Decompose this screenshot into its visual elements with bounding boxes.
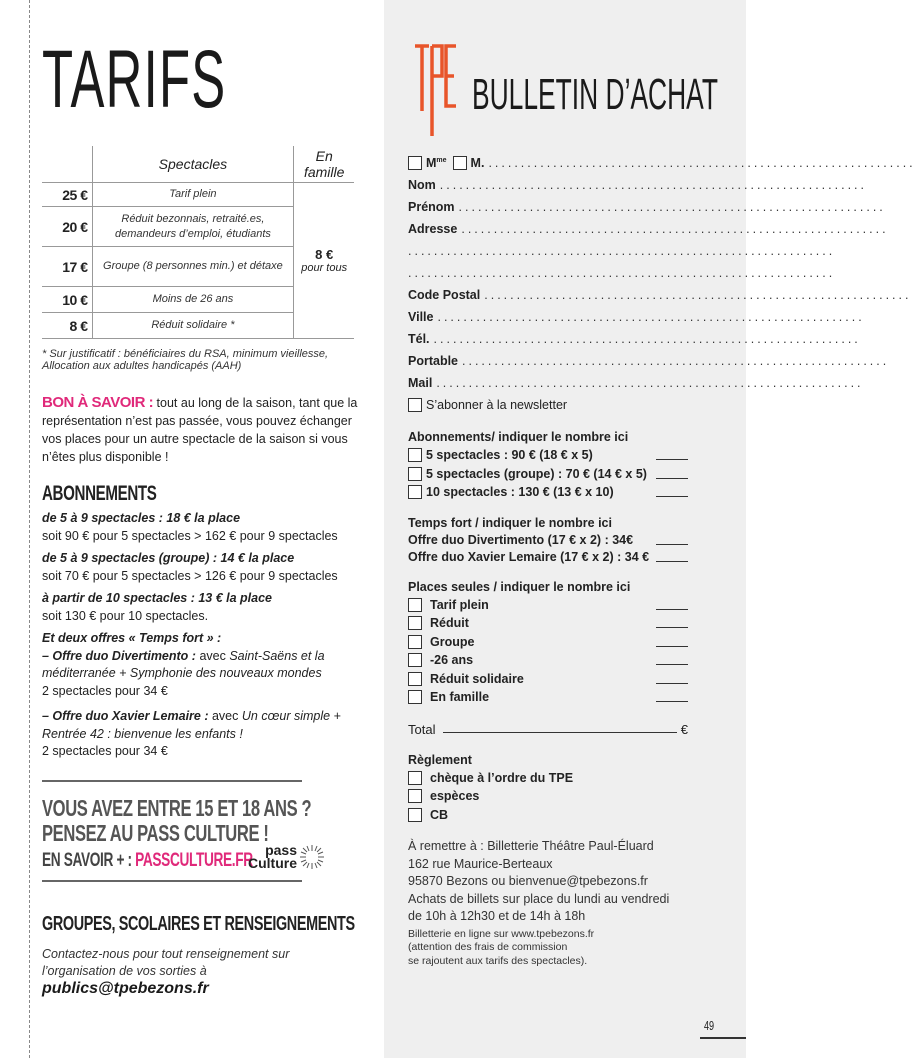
bon-a-savoir-label: BON À SAVOIR : [42, 394, 154, 411]
quantity-field[interactable] [656, 552, 688, 562]
field-input[interactable]: .................................................................. [439, 178, 867, 192]
checkbox-row [408, 446, 688, 465]
checkbox[interactable] [408, 635, 422, 649]
checkbox[interactable] [408, 485, 422, 499]
divider [42, 880, 302, 882]
pass-culture-heading: VOUS AVEZ ENTRE 15 ET 18 ANS ? PENSEZ AU PASS CULTURE ! [42, 795, 312, 846]
quantity-field[interactable] [656, 469, 688, 479]
checkbox-row [408, 769, 688, 788]
newsletter-label: S’abonner à la newsletter [426, 398, 568, 412]
quantity-field[interactable] [656, 692, 688, 702]
temps-fort-row [408, 549, 688, 566]
page-number-rule [700, 1037, 746, 1039]
address-block [408, 838, 688, 926]
checkbox[interactable] [408, 808, 422, 822]
checkbox-row [408, 688, 688, 707]
form-field-row [408, 372, 864, 394]
quantity-field[interactable] [656, 637, 688, 647]
civility-field[interactable]: .................................................................. [488, 156, 916, 170]
online-note [408, 928, 688, 969]
page-title: TARIFS [42, 34, 227, 125]
price-cell: 10 € [42, 287, 92, 313]
tpe-logo [414, 36, 458, 136]
checkbox[interactable] [408, 771, 422, 785]
checkbox-label: En famille [430, 690, 490, 705]
quantity-field[interactable] [656, 487, 688, 497]
temps-fort-row [408, 532, 688, 549]
form-field-row [408, 174, 867, 196]
bon-a-savoir-text: tout au long de la saison, tant que la représentation n’est pas passée, vous pouvez échanger vos places pour un autre spectacle de la saison si vous n’êtes plus disponible ! [42, 396, 358, 464]
abonnements-block [42, 510, 360, 766]
field-input[interactable]: .................................................................. [408, 266, 836, 280]
famille-sub: pour tous [301, 262, 348, 274]
checkbox-row [408, 806, 688, 825]
form-field-row [408, 284, 912, 306]
checkbox-row [408, 614, 688, 633]
checkbox[interactable] [408, 616, 422, 630]
checkbox-row [408, 787, 688, 806]
checkbox-label: -26 ans [430, 653, 474, 668]
temps-fort-title: Et deux offres « Temps fort » : [42, 631, 222, 645]
temps-fort-label: Offre duo Divertimento (17 € x 2) : 34€ [408, 533, 634, 547]
checkbox-row [408, 596, 688, 615]
order-form [408, 152, 916, 968]
footnote: * Sur justificatif : bénéficiaires du RSA, minimum vieillesse, Allocation aux adultes handicapés (AAH) [42, 348, 329, 372]
field-input[interactable]: .................................................................. [462, 354, 890, 368]
checkbox[interactable] [408, 672, 422, 686]
form-field-row [408, 328, 861, 350]
sun-icon [298, 843, 326, 871]
checkbox-row [408, 670, 688, 689]
checkbox-row [408, 633, 688, 652]
checkbox[interactable] [408, 789, 422, 803]
groupes-heading: GROUPES, SCOLAIRES ET RENSEIGNEMENTS [42, 913, 355, 935]
mme-label: $M^{me}$ [426, 156, 447, 170]
logo-text: TPE [414, 36, 416, 37]
field-label: Ville [408, 310, 434, 324]
small-line: se rajoutent aux tarifs des spectacles). [408, 954, 588, 967]
quantity-field[interactable] [656, 450, 688, 460]
form-field-row [408, 350, 890, 372]
m-checkbox[interactable] [453, 156, 467, 170]
newsletter-checkbox[interactable] [408, 398, 422, 412]
address-line: 162 rue Maurice-Berteaux [408, 856, 553, 871]
quantity-field[interactable] [656, 674, 688, 684]
m-label: M. [470, 156, 485, 170]
desc-cell: Réduit solidaire * [92, 313, 294, 339]
small-line: Billetterie en ligne sur www.tpebezons.fr [408, 927, 595, 940]
offer-price: 2 spectacles pour 34 € [42, 683, 168, 698]
checkbox[interactable] [408, 690, 422, 704]
checkbox-row [408, 651, 688, 670]
checkbox-label: Groupe [430, 634, 475, 649]
address-line: 95870 Bezons ou bienvenue@tpebezons.fr [408, 874, 648, 888]
price-cell: 20 € [42, 207, 92, 247]
checkbox-label: Tarif plein [430, 597, 489, 612]
field-input[interactable]: .................................................................. [461, 222, 889, 236]
cut-line [29, 0, 30, 1058]
desc-cell: Moins de 26 ans [92, 287, 294, 313]
checkbox-label: chèque à l’ordre du TPE [430, 770, 574, 785]
form-field-row [408, 240, 836, 262]
field-input[interactable]: .................................................................. [436, 376, 864, 390]
checkbox[interactable] [408, 467, 422, 481]
form-field-row [408, 196, 886, 218]
checkbox-label: Réduit solidaire [430, 671, 524, 686]
tarifs-table [42, 146, 354, 339]
field-label: Tél. [408, 332, 430, 346]
price-cell: 8 € [42, 313, 92, 339]
field-label: Code Postal [408, 288, 481, 302]
pass-culture-link[interactable]: EN SAVOIR + : PASSCULTURE.FR [42, 850, 253, 871]
offer-divertimento: – Offre duo Divertimento : avec Saint-Saëns et la méditerranée + Symphonie des nouveaux mondes [42, 648, 325, 680]
checkbox[interactable] [408, 598, 422, 612]
abo-title: de 5 à 9 spectacles : 18 € la place [42, 511, 241, 525]
address-line: À remettre à : Billetterie Théâtre Paul-Éluard [408, 839, 654, 853]
field-input[interactable]: .................................................................. [458, 200, 886, 214]
groupes-email[interactable]: publics@tpebezons.fr [42, 980, 209, 997]
checkbox-label: espèces [430, 789, 480, 804]
checkbox[interactable] [408, 448, 422, 462]
col-spectacles: Spectacles [92, 146, 294, 183]
abonnements-heading: ABONNEMENTS [42, 482, 157, 505]
abo-text: soit 90 € pour 5 spectacles > 162 € pour 9 spectacles [42, 528, 338, 543]
small-line: (attention des frais de commission [408, 941, 568, 953]
field-label: Nom [408, 178, 436, 192]
abonnements-section-title: Abonnements/ indiquer le nombre ici [408, 430, 629, 444]
field-input[interactable]: .................................................................. [408, 244, 836, 258]
total-row [408, 717, 688, 737]
address-line: de 10h à 12h30 et de 14h à 18h [408, 909, 586, 923]
quantity-field[interactable] [656, 600, 688, 610]
abo-title: à partir de 10 spectacles : 13 € la place [42, 591, 272, 605]
pass-culture-logo: pass Culture [248, 842, 297, 871]
price-cell: 25 € [42, 183, 92, 207]
famille-cell [294, 183, 354, 339]
field-input[interactable]: .................................................................. [484, 288, 912, 302]
checkbox-row [408, 465, 688, 484]
checkbox[interactable] [408, 653, 422, 667]
checkbox-label: CB [430, 807, 449, 822]
form-field-row [408, 218, 889, 240]
desc-cell: Tarif plein [92, 183, 294, 207]
field-input[interactable]: .................................................................. [437, 310, 865, 324]
field-label: Prénom [408, 200, 455, 214]
total-label: Total [408, 721, 436, 737]
reglement-title: Règlement [408, 752, 472, 767]
abo-text: soit 130 € pour 10 spectacles. [42, 608, 209, 623]
checkbox-label: 5 spectacles (groupe) : 70 € (14 € x 5) [426, 466, 647, 481]
form-field-row [408, 306, 865, 328]
checkbox-label: Réduit [430, 616, 469, 631]
form-field-row [408, 262, 836, 284]
places-section-title: Places seules / indiquer le nombre ici [408, 579, 631, 594]
offer-price: 2 spectacles pour 34 € [42, 744, 168, 758]
offer-lemaire: – Offre duo Xavier Lemaire : avec Un cœur simple + Rentrée 42 : bienvenue les enfants ! [42, 709, 341, 741]
field-label: Portable [408, 354, 459, 368]
bon-a-savoir [42, 394, 360, 466]
quantity-field[interactable] [656, 618, 688, 628]
page-number: 49 [704, 1018, 715, 1033]
famille-price: 8 € [315, 247, 334, 262]
quantity-field[interactable] [656, 535, 688, 545]
abo-title: de 5 à 9 spectacles (groupe) : 14 € la place [42, 551, 295, 565]
field-label: Mail [408, 376, 433, 390]
field-input[interactable]: .................................................................. [433, 332, 861, 346]
address-line: Achats de billets sur place du lundi au vendredi [408, 891, 670, 906]
divider [42, 780, 302, 782]
total-unit: € [680, 721, 688, 737]
desc-cell: Réduit bezonnais, retraité.es, demandeurs d’emploi, étudiants [92, 207, 294, 247]
total-field[interactable] [443, 732, 676, 733]
field-label: Adresse [408, 222, 458, 236]
checkbox-label: 10 spectacles : 130 € (13 € x 10) [426, 485, 614, 500]
desc-cell: Groupe (8 personnes min.) et détaxe [92, 247, 294, 287]
groupes-text: Contactez-nous pour tout renseignement sur l’organisation de vos sorties à publics@tpebezons.fr [42, 946, 360, 997]
col-en-famille: En famille [294, 146, 354, 183]
mme-checkbox[interactable] [408, 156, 422, 170]
checkbox-row [408, 483, 688, 502]
checkbox-label: 5 spectacles : 90 € (18 € x 5) [426, 448, 593, 463]
form-title: BULLETIN D’ACHAT [472, 70, 718, 119]
abo-text: soit 70 € pour 5 spectacles > 126 € pour 9 spectacles [42, 568, 338, 583]
temps-fort-section-title: Temps fort / indiquer le nombre ici [408, 515, 612, 530]
price-cell: 17 € [42, 247, 92, 287]
temps-fort-label: Offre duo Xavier Lemaire (17 € x 2) : 34 € [408, 550, 650, 564]
quantity-field[interactable] [656, 655, 688, 665]
